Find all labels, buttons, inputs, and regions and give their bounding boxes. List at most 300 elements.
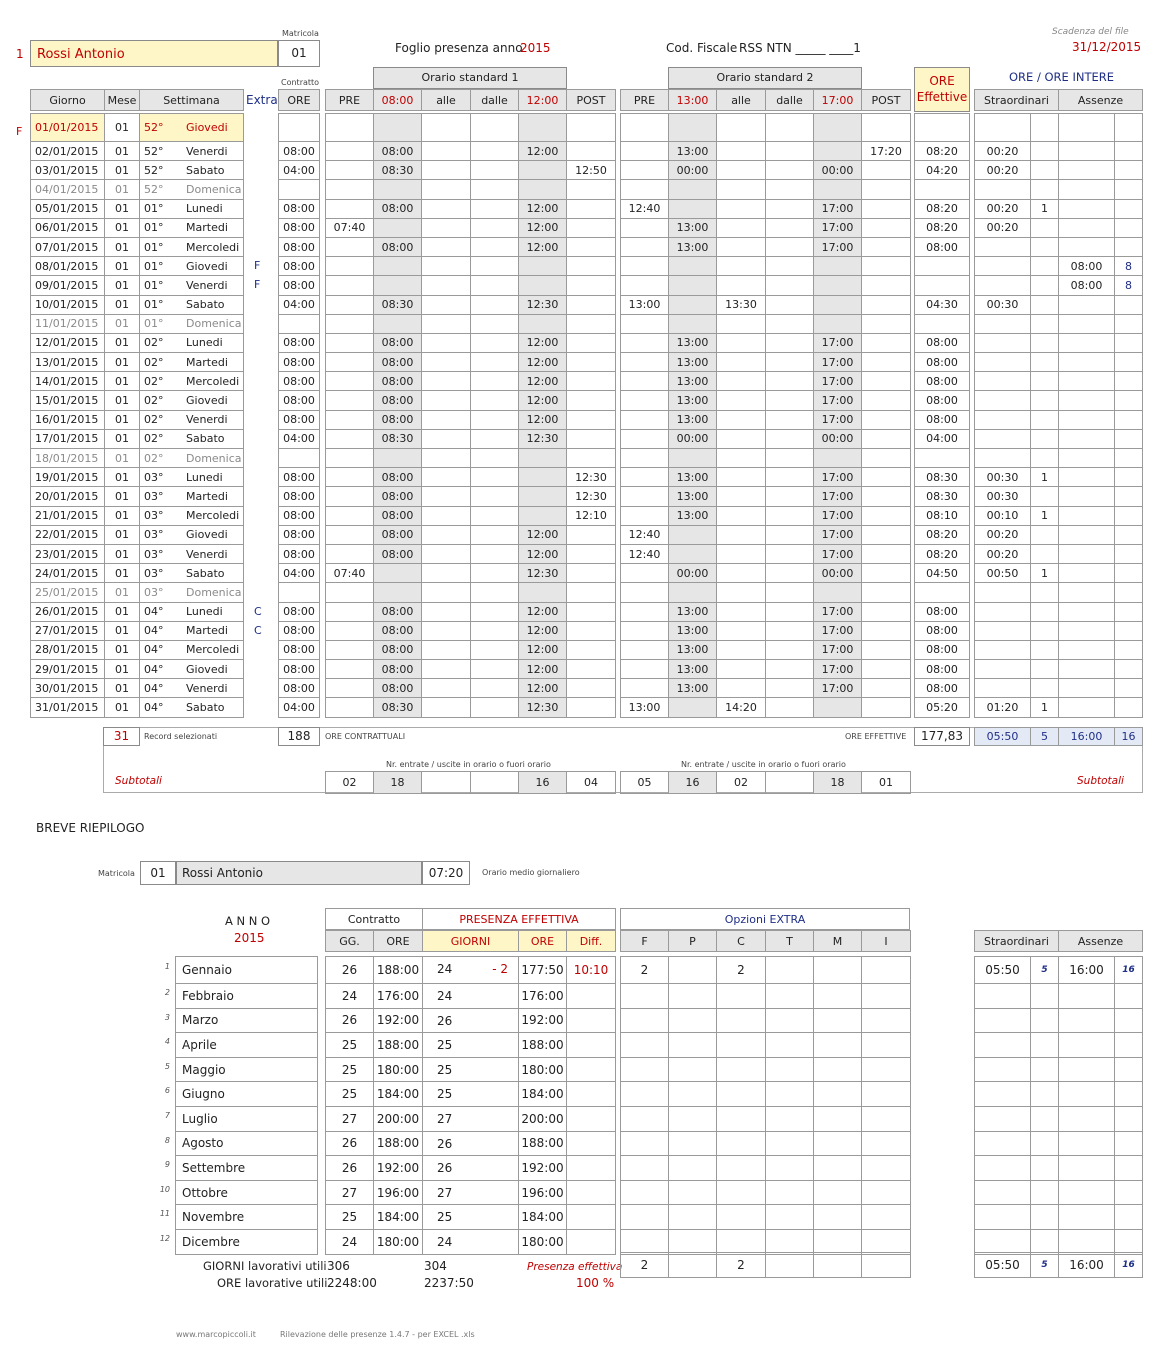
ore-contratto: 08:00 <box>279 372 320 391</box>
giorni-value: 25 <box>437 1038 453 1053</box>
giorni-value: 26 <box>437 1013 453 1028</box>
sum-total-assenze: 16:00 <box>1059 1253 1115 1278</box>
time-cell <box>669 314 717 333</box>
weekday-name: Giovedi <box>186 259 228 273</box>
time-cell: 17:00 <box>814 199 862 218</box>
time-cell: 12:10 <box>567 506 616 525</box>
day-week <box>140 372 244 391</box>
orario1-row <box>326 237 616 256</box>
time-cell <box>422 142 471 161</box>
effettive-row <box>915 449 970 468</box>
time-cell <box>621 333 669 352</box>
col-pre-2: PRE <box>621 90 669 111</box>
extra-flag: C <box>254 604 262 618</box>
ore-contratto: 08:00 <box>279 679 320 698</box>
opzione-cell <box>766 1008 814 1033</box>
opzione-cell <box>862 1229 911 1254</box>
time-cell <box>766 640 814 659</box>
time-cell: 13:00 <box>669 640 717 659</box>
month-presence-row <box>326 1082 616 1107</box>
effettive-row <box>915 698 970 717</box>
time-cell <box>862 114 911 142</box>
time-cell: 12:30 <box>519 429 567 448</box>
time-cell <box>567 257 616 276</box>
weekday-name: Lunedi <box>186 470 223 484</box>
month-straord-cell <box>1059 1033 1115 1058</box>
month-straord-cell <box>1059 1057 1115 1082</box>
time-cell <box>621 276 669 295</box>
time-cell <box>621 583 669 602</box>
giorni-value: 24 <box>437 1234 453 1249</box>
subtotali-right: Subtotali <box>1077 775 1124 787</box>
straordinari <box>975 237 1031 256</box>
weekday-name: Domenica <box>186 451 242 465</box>
giorni-utili-label: GIORNI lavorativi utili <box>203 1259 327 1273</box>
straordinari-count <box>1031 449 1059 468</box>
time-cell <box>374 449 422 468</box>
assenze <box>1059 583 1115 602</box>
orario1-row <box>326 314 616 333</box>
opzione-cell: 2 <box>717 957 766 984</box>
month-straord-cell <box>1031 984 1059 1009</box>
day-month: 01 <box>105 487 140 506</box>
giorni-value: 24 <box>437 962 453 976</box>
opzione-cell <box>669 984 717 1009</box>
orario2-row <box>621 142 911 161</box>
straordinari <box>975 114 1031 142</box>
time-cell <box>621 564 669 583</box>
time-cell <box>862 564 911 583</box>
time-cell <box>621 161 669 180</box>
day-week <box>140 276 244 295</box>
week-number: 03° <box>144 585 164 599</box>
straordinari <box>975 429 1031 448</box>
effettive-row <box>915 391 970 410</box>
month-presence-row <box>326 1057 616 1082</box>
assenze <box>1059 353 1115 372</box>
month-straord-row <box>975 1180 1143 1205</box>
time-cell <box>422 602 471 621</box>
time-cell: 17:00 <box>814 679 862 698</box>
day-week <box>140 237 244 256</box>
month-number: 9 <box>164 1160 170 1170</box>
orario1-row <box>326 391 616 410</box>
summary-media: 07:20 <box>422 861 470 885</box>
straordinari-count <box>1031 429 1059 448</box>
straordinari: 00:20 <box>975 142 1031 161</box>
time-cell <box>766 564 814 583</box>
month-straord-cell <box>1031 1156 1059 1181</box>
time-cell <box>567 449 616 468</box>
weekday-name: Mercoledi <box>186 643 240 657</box>
opzione-cell <box>814 1229 862 1254</box>
assenze <box>1059 468 1115 487</box>
ore-row <box>279 333 320 352</box>
month-ore-eff: 192:00 <box>519 1008 567 1033</box>
week-number: 04° <box>144 643 164 657</box>
month-gg: 26 <box>326 1008 374 1033</box>
assenze <box>1059 333 1115 352</box>
time-cell <box>326 429 374 448</box>
straordinari: 00:50 <box>975 564 1031 583</box>
month-ore-eff: 177:50 <box>519 957 567 984</box>
assenze-count <box>1115 391 1143 410</box>
col-gg: GG. <box>326 931 374 952</box>
month-straord-cell <box>1059 1106 1115 1131</box>
employee-name-field[interactable] <box>30 40 278 67</box>
day-date: 22/01/2015 <box>31 525 105 544</box>
time-cell <box>669 276 717 295</box>
time-cell <box>422 180 471 199</box>
col-dalle-2: dalle <box>766 90 814 111</box>
month-diff <box>567 1106 616 1131</box>
total-straordinari-count: 5 <box>1031 728 1059 746</box>
month-straord-cell <box>1031 1008 1059 1033</box>
matricola-field[interactable]: 01 <box>278 40 320 67</box>
month-straord-cell <box>975 1057 1031 1082</box>
time-cell <box>471 295 519 314</box>
orario1-row <box>326 161 616 180</box>
straordinari <box>975 353 1031 372</box>
ore-contratto: 08:00 <box>279 199 320 218</box>
time-cell <box>862 276 911 295</box>
opzione-cell <box>621 1156 669 1181</box>
month-diff <box>567 1229 616 1254</box>
time-cell <box>422 314 471 333</box>
orario1-row <box>326 429 616 448</box>
week-number: 03° <box>144 528 164 542</box>
records-count: 31 <box>103 727 140 746</box>
month-number: 11 <box>159 1209 170 1219</box>
time-cell <box>862 525 911 544</box>
month-name: Dicembre <box>176 1229 318 1254</box>
assenze <box>1059 218 1115 237</box>
month-straord-cell <box>1115 1008 1143 1033</box>
time-cell <box>766 142 814 161</box>
assenze-count <box>1115 544 1143 563</box>
time-cell <box>422 218 471 237</box>
straordinari-count: 1 <box>1031 698 1059 717</box>
day-date: 24/01/2015 <box>31 564 105 583</box>
straordinari-count <box>1031 161 1059 180</box>
time-cell <box>621 640 669 659</box>
time-cell <box>326 544 374 563</box>
month-straord-cell <box>1115 1057 1143 1082</box>
weekday-name: Venerdi <box>186 278 228 292</box>
month-gg: 26 <box>326 957 374 984</box>
time-cell <box>422 564 471 583</box>
day-date: 05/01/2015 <box>31 199 105 218</box>
count-cell: 16 <box>519 772 567 794</box>
summary-matricola-label: Matricola <box>98 869 135 878</box>
month-opzioni-row <box>621 1156 911 1181</box>
orario2-row <box>621 199 911 218</box>
assenze <box>1059 679 1115 698</box>
ore-row <box>279 544 320 563</box>
time-cell <box>326 276 374 295</box>
month-name: Aprile <box>176 1033 318 1058</box>
month-opzioni-row <box>621 1205 911 1230</box>
time-cell <box>717 257 766 276</box>
month-number: 6 <box>164 1086 170 1096</box>
orario2-row <box>621 544 911 563</box>
ore-contratto: 08:00 <box>279 391 320 410</box>
assenze <box>1059 621 1115 640</box>
time-cell: 13:00 <box>669 333 717 352</box>
month-gg: 26 <box>326 1131 374 1156</box>
month-giorni <box>423 1106 519 1131</box>
straord-row <box>975 698 1143 717</box>
weekday-name: Venerdi <box>186 144 228 158</box>
time-cell: 00:00 <box>669 564 717 583</box>
time-cell <box>471 410 519 429</box>
week-number: 04° <box>144 701 164 715</box>
opzione-cell <box>621 1008 669 1033</box>
assenze-count <box>1115 237 1143 256</box>
straord-row <box>975 257 1143 276</box>
time-cell <box>621 429 669 448</box>
time-cell: 12:00 <box>519 410 567 429</box>
month-straord-cell <box>1031 1180 1059 1205</box>
day-date: 04/01/2015 <box>31 180 105 199</box>
month-name: Luglio <box>176 1106 318 1131</box>
total-f: 2 <box>621 1253 669 1278</box>
orario1-row <box>326 295 616 314</box>
col-ore: ORE <box>279 90 320 111</box>
opzione-cell <box>669 1229 717 1254</box>
assenze: 08:00 <box>1059 276 1115 295</box>
ore-row <box>279 564 320 583</box>
day-week <box>140 525 244 544</box>
time-cell <box>519 468 567 487</box>
time-cell: 12:00 <box>519 679 567 698</box>
time-cell <box>567 218 616 237</box>
week-number: 01° <box>144 221 164 235</box>
straordinari: 00:20 <box>975 218 1031 237</box>
time-cell <box>717 114 766 142</box>
straordinari-count <box>1031 333 1059 352</box>
time-cell: 17:00 <box>814 487 862 506</box>
time-cell <box>717 314 766 333</box>
ore-effettive: 08:20 <box>915 525 970 544</box>
time-cell <box>766 698 814 717</box>
time-cell <box>862 429 911 448</box>
time-cell <box>422 468 471 487</box>
ore-effettive: 08:00 <box>915 410 970 429</box>
straordinari-count: 1 <box>1031 506 1059 525</box>
month-straord-cell <box>1115 1229 1143 1254</box>
orario2-row <box>621 114 911 142</box>
time-cell <box>471 314 519 333</box>
scadenza-date: 31/12/2015 <box>1072 40 1142 54</box>
sum-total-assenze-count: 16 <box>1115 1253 1143 1278</box>
time-cell: 13:00 <box>669 468 717 487</box>
assenze <box>1059 372 1115 391</box>
time-cell <box>814 295 862 314</box>
month-gg: 27 <box>326 1106 374 1131</box>
straordinari <box>975 410 1031 429</box>
time-cell <box>621 679 669 698</box>
orario-standard-2-label: Orario standard 2 <box>668 67 862 89</box>
month-number: 4 <box>164 1037 170 1047</box>
assenze-count <box>1115 199 1143 218</box>
month-number: 10 <box>159 1184 170 1194</box>
week-number: 04° <box>144 605 164 619</box>
assenze-count <box>1115 180 1143 199</box>
time-cell <box>519 487 567 506</box>
month-name: Febbraio <box>176 984 318 1009</box>
day-row <box>31 276 244 295</box>
month-straord-cell <box>1115 1033 1143 1058</box>
effettive-row <box>915 564 970 583</box>
ore-row <box>279 218 320 237</box>
opzione-cell <box>766 1033 814 1058</box>
ore-contratto: 08:00 <box>279 257 320 276</box>
ore-row <box>279 429 320 448</box>
time-cell <box>471 449 519 468</box>
opzione-cell <box>621 984 669 1009</box>
day-date: 09/01/2015 <box>31 276 105 295</box>
opzione-cell <box>621 1229 669 1254</box>
time-cell <box>519 257 567 276</box>
straordinari <box>975 621 1031 640</box>
straord-row <box>975 679 1143 698</box>
time-cell <box>621 237 669 256</box>
time-cell <box>422 353 471 372</box>
ore-contrattuali-value: 188 <box>278 727 320 746</box>
month-presence-row <box>326 1205 616 1230</box>
month-ore: 188:00 <box>374 1131 423 1156</box>
orario2-row <box>621 602 911 621</box>
time-cell <box>374 218 422 237</box>
time-cell <box>471 276 519 295</box>
time-cell <box>567 602 616 621</box>
time-cell <box>567 353 616 372</box>
row-number: 1 <box>16 47 24 61</box>
month-opzioni-row <box>621 1131 911 1156</box>
opzione-cell <box>862 1082 911 1107</box>
ore-row <box>279 391 320 410</box>
time-cell <box>374 257 422 276</box>
time-cell <box>766 218 814 237</box>
time-cell <box>567 391 616 410</box>
days-table <box>30 113 244 718</box>
time-cell: 08:00 <box>374 199 422 218</box>
time-cell <box>814 114 862 142</box>
straord-row <box>975 621 1143 640</box>
time-cell <box>669 114 717 142</box>
footer-site[interactable]: www.marcopiccoli.it <box>176 1330 256 1339</box>
day-month: 01 <box>105 621 140 640</box>
total-straordinari: 05:50 <box>975 728 1031 746</box>
assenze <box>1059 410 1115 429</box>
sum-total-straordinari: 05:50 <box>975 1253 1031 1278</box>
col-mese: Mese <box>105 90 140 111</box>
time-cell <box>326 679 374 698</box>
orario2-header <box>620 89 911 111</box>
time-cell <box>717 199 766 218</box>
month-diff <box>567 984 616 1009</box>
count-cell: 02 <box>326 772 374 794</box>
time-cell <box>567 429 616 448</box>
time-cell: 12:00 <box>519 237 567 256</box>
month-ore-eff: 196:00 <box>519 1180 567 1205</box>
straord-row <box>975 506 1143 525</box>
opzione-cell <box>621 1180 669 1205</box>
ore-effettive: 05:20 <box>915 698 970 717</box>
time-cell <box>471 257 519 276</box>
month-diff <box>567 1082 616 1107</box>
ore-effettive <box>915 114 970 142</box>
straordinari <box>975 372 1031 391</box>
employee-name: Rossi Antonio <box>37 47 125 62</box>
effettive-row <box>915 218 970 237</box>
month-straord-cell <box>975 1131 1031 1156</box>
month-straord-cell <box>1115 1082 1143 1107</box>
orario2-row <box>621 679 911 698</box>
time-cell <box>717 564 766 583</box>
day-date: 21/01/2015 <box>31 506 105 525</box>
ore-row <box>279 506 320 525</box>
week-number: 04° <box>144 681 164 695</box>
time-cell: 17:00 <box>814 660 862 679</box>
effettive-row <box>915 257 970 276</box>
day-row <box>31 468 244 487</box>
col-time-2: 12:00 <box>519 90 567 111</box>
opzione-cell <box>717 1106 766 1131</box>
day-month: 01 <box>105 295 140 314</box>
opzione-cell <box>862 1180 911 1205</box>
opzione-cell <box>862 984 911 1009</box>
time-cell: 00:00 <box>814 429 862 448</box>
opzione-cell <box>669 1106 717 1131</box>
orario2-row <box>621 314 911 333</box>
month-gg: 25 <box>326 1057 374 1082</box>
opzione-cell <box>717 1082 766 1107</box>
month-ore: 176:00 <box>374 984 423 1009</box>
ore-effettive: 04:20 <box>915 161 970 180</box>
day-date: 02/01/2015 <box>31 142 105 161</box>
orario2-row <box>621 621 911 640</box>
effettive-row <box>915 199 970 218</box>
opzione-cell <box>862 1057 911 1082</box>
day-month: 01 <box>105 640 140 659</box>
cod-fiscale-label: Cod. Fiscale <box>666 41 738 55</box>
time-cell <box>862 660 911 679</box>
effettive-row <box>915 506 970 525</box>
time-cell: 08:00 <box>374 372 422 391</box>
time-cell <box>567 276 616 295</box>
time-cell <box>471 429 519 448</box>
month-straord-cell <box>1115 1156 1143 1181</box>
orario2-row <box>621 276 911 295</box>
time-cell: 08:30 <box>374 295 422 314</box>
orario2-row <box>621 564 911 583</box>
time-cell <box>422 295 471 314</box>
weekday-name: Domenica <box>186 317 242 331</box>
ore-contratto: 08:00 <box>279 506 320 525</box>
total-m <box>814 1253 862 1278</box>
ore-effettive: 08:00 <box>915 333 970 352</box>
weekday-name: Lunedi <box>186 202 223 216</box>
day-month: 01 <box>105 525 140 544</box>
weekday-name: Sabato <box>186 163 225 177</box>
day-date: 01/01/2015 <box>31 114 105 142</box>
time-cell <box>621 180 669 199</box>
ore-row <box>279 525 320 544</box>
day-week <box>140 544 244 563</box>
time-cell <box>519 506 567 525</box>
